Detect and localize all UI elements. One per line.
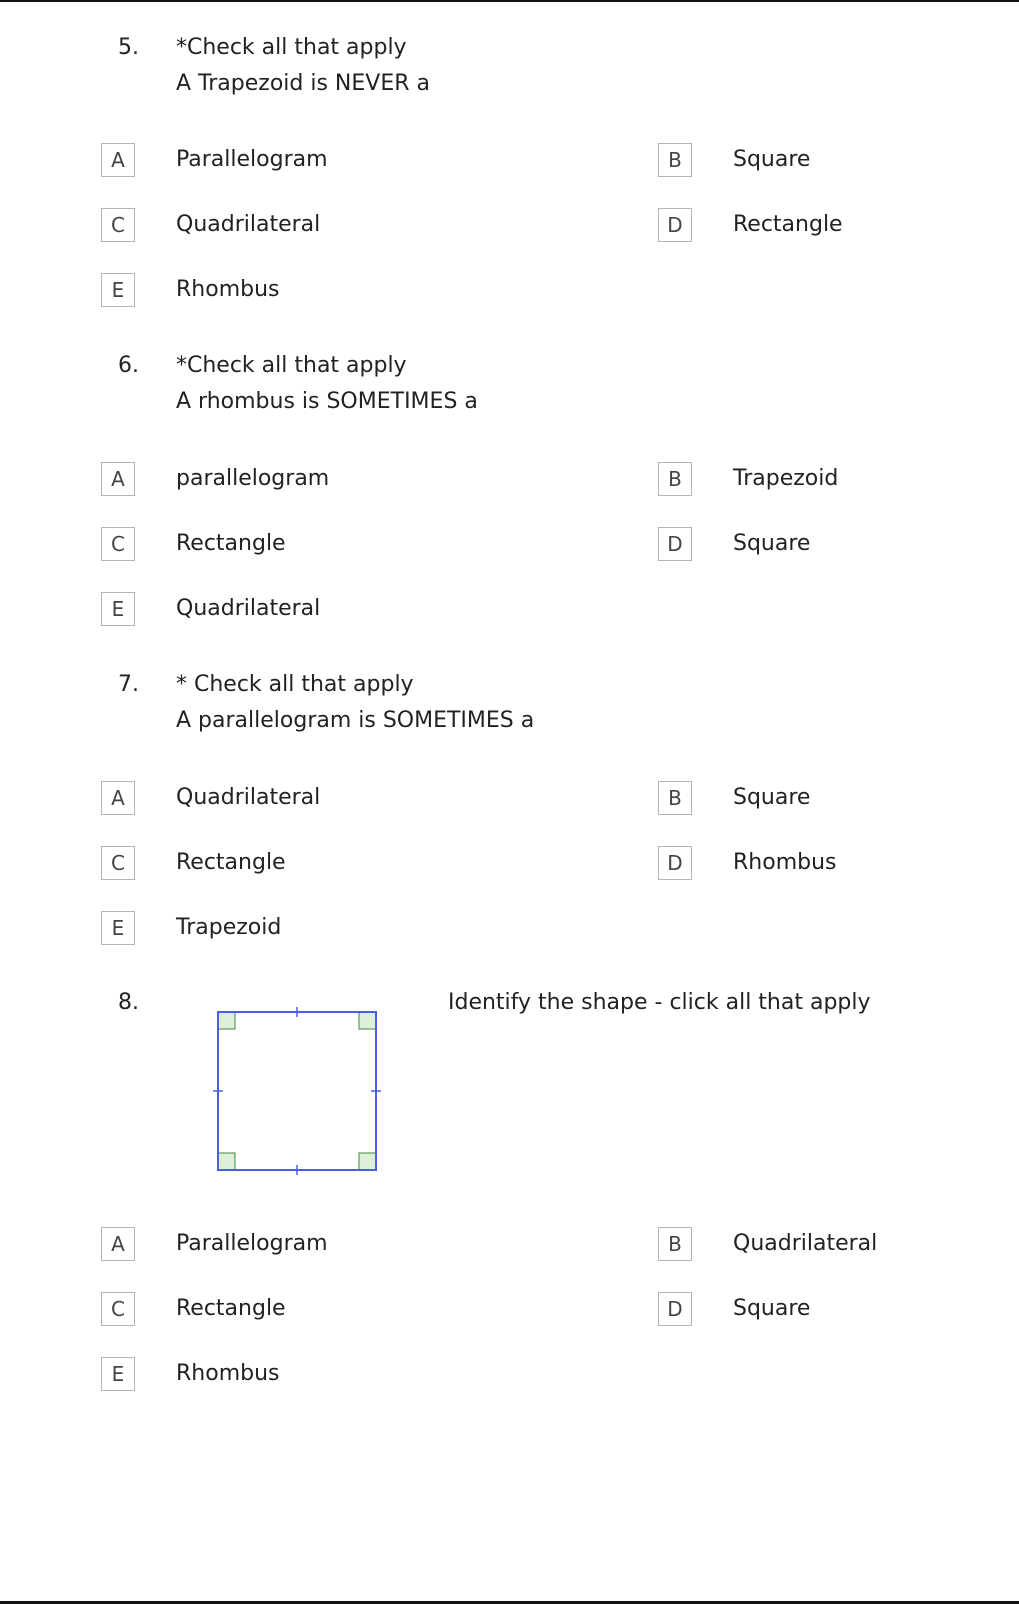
right-angle-marker-top-right bbox=[359, 1012, 376, 1029]
question-5-number: 5. bbox=[118, 35, 139, 60]
option-label: Quadrilateral bbox=[176, 596, 321, 621]
option-label: parallelogram bbox=[176, 466, 330, 491]
option-letter-box[interactable]: B bbox=[658, 781, 692, 815]
right-angle-marker-bottom-left bbox=[218, 1153, 235, 1170]
option-label: Square bbox=[733, 1296, 811, 1321]
option-label: Trapezoid bbox=[176, 915, 282, 940]
option-letter-box[interactable]: E bbox=[101, 1357, 135, 1391]
option-letter-box[interactable]: D bbox=[658, 846, 692, 880]
right-angle-marker-bottom-right bbox=[359, 1153, 376, 1170]
option-letter-box[interactable]: D bbox=[658, 527, 692, 561]
option-letter-box[interactable]: D bbox=[658, 1292, 692, 1326]
question-7-instruction: * Check all that apply bbox=[176, 672, 414, 697]
question-5-instruction: *Check all that apply bbox=[176, 35, 407, 60]
option-letter-box[interactable]: C bbox=[101, 1292, 135, 1326]
question-6-instruction: *Check all that apply bbox=[176, 353, 407, 378]
question-7-number: 7. bbox=[118, 672, 139, 697]
option-label: Square bbox=[733, 785, 811, 810]
option-letter-box[interactable]: D bbox=[658, 208, 692, 242]
right-angle-marker-top-left bbox=[218, 1012, 235, 1029]
option-letter-box[interactable]: A bbox=[101, 1227, 135, 1261]
square-shape-figure bbox=[205, 1003, 385, 1183]
option-label: Rectangle bbox=[176, 850, 286, 875]
option-label: Quadrilateral bbox=[176, 212, 321, 237]
option-letter-box[interactable]: A bbox=[101, 143, 135, 177]
question-5-prompt: A Trapezoid is NEVER a bbox=[176, 71, 430, 96]
option-label: Trapezoid bbox=[733, 466, 839, 491]
question-6-prompt: A rhombus is SOMETIMES a bbox=[176, 389, 478, 414]
question-6-number: 6. bbox=[118, 353, 139, 378]
option-label: Quadrilateral bbox=[733, 1231, 878, 1256]
question-8-number: 8. bbox=[118, 990, 139, 1015]
option-letter-box[interactable]: E bbox=[101, 592, 135, 626]
option-label: Rhombus bbox=[733, 850, 837, 875]
option-label: Rectangle bbox=[176, 1296, 286, 1321]
option-letter-box[interactable]: E bbox=[101, 273, 135, 307]
option-label: Square bbox=[733, 531, 811, 556]
option-label: Square bbox=[733, 147, 811, 172]
option-label: Rectangle bbox=[176, 531, 286, 556]
option-letter-box[interactable]: C bbox=[101, 208, 135, 242]
option-letter-box[interactable]: B bbox=[658, 1227, 692, 1261]
option-label: Rectangle bbox=[733, 212, 843, 237]
option-letter-box[interactable]: A bbox=[101, 462, 135, 496]
page-top-border bbox=[0, 0, 1019, 2]
option-letter-box[interactable]: C bbox=[101, 527, 135, 561]
question-8-instruction: Identify the shape - click all that apply bbox=[448, 990, 871, 1015]
option-label: Parallelogram bbox=[176, 1231, 328, 1256]
option-letter-box[interactable]: A bbox=[101, 781, 135, 815]
question-7-prompt: A parallelogram is SOMETIMES a bbox=[176, 708, 535, 733]
option-letter-box[interactable]: C bbox=[101, 846, 135, 880]
option-letter-box[interactable]: B bbox=[658, 462, 692, 496]
option-label: Rhombus bbox=[176, 277, 280, 302]
option-letter-box[interactable]: B bbox=[658, 143, 692, 177]
option-label: Parallelogram bbox=[176, 147, 328, 172]
option-label: Rhombus bbox=[176, 1361, 280, 1386]
square-outline bbox=[218, 1012, 376, 1170]
option-label: Quadrilateral bbox=[176, 785, 321, 810]
option-letter-box[interactable]: E bbox=[101, 911, 135, 945]
